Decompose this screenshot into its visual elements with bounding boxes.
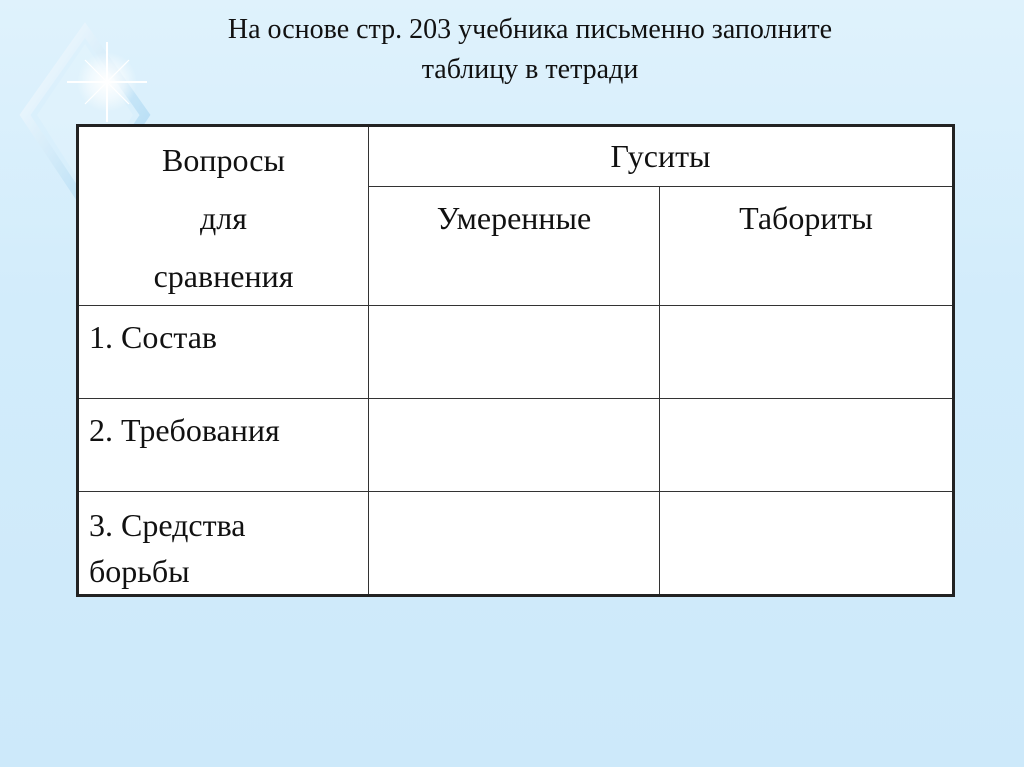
row-label-line: 3. Средства <box>89 507 246 543</box>
header-questions-line-1: Вопросы <box>162 142 285 178</box>
table-row <box>78 399 954 492</box>
cell-composition-taborites[interactable] <box>660 306 954 399</box>
cell-demands-taborites[interactable] <box>660 399 954 492</box>
slide-title-line-2: таблицу в тетради <box>421 54 639 85</box>
header-questions-line-2: для <box>200 200 247 236</box>
header-hussites-cell: Гуситы <box>369 126 954 187</box>
slide-title <box>160 10 900 90</box>
comparison-table <box>76 124 955 597</box>
row-label-means-of-struggle <box>78 492 369 596</box>
row-label-line: 1. Состав <box>89 319 218 355</box>
slide-title-line-1: На основе стр. 203 учебника письменно заполните <box>227 14 833 45</box>
row-label-line: 2. Требования <box>89 412 280 448</box>
header-taborites-cell: Табориты <box>660 187 954 306</box>
cell-means-taborites[interactable] <box>660 492 954 596</box>
header-questions-cell <box>78 126 369 306</box>
header-row <box>78 126 954 187</box>
row-label-composition <box>78 306 369 399</box>
header-questions-line-3: сравнения <box>153 258 294 294</box>
header-moderates-cell: Умеренные <box>369 187 660 306</box>
row-label-line: борьбы <box>89 553 190 589</box>
table-row <box>78 306 954 399</box>
table-row <box>78 492 954 596</box>
cell-demands-moderates[interactable] <box>369 399 660 492</box>
cell-means-moderates[interactable] <box>369 492 660 596</box>
row-label-demands <box>78 399 369 492</box>
cell-composition-moderates[interactable] <box>369 306 660 399</box>
